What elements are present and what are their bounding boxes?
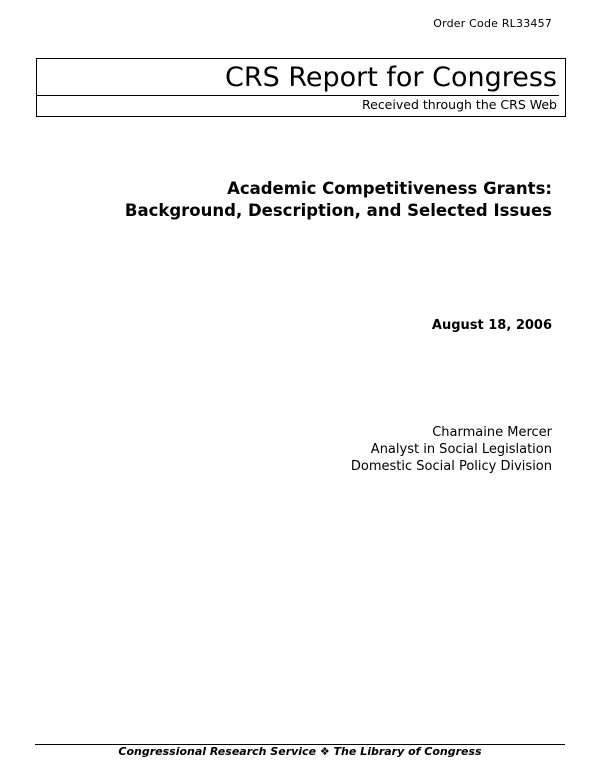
report-title-line2: Background, Description, and Selected Issues (124, 201, 552, 220)
order-code: Order Code RL33457 (433, 17, 552, 30)
header-divider (37, 95, 559, 96)
author-block (351, 424, 552, 475)
header-title: CRS Report for Congress (224, 62, 557, 93)
author-name: Charmaine Mercer (432, 425, 552, 440)
report-title (125, 178, 552, 222)
header-subtitle: Received through the CRS Web (362, 97, 557, 112)
footer-text: Congressional Research Service ❖ The Library of Congress (118, 745, 482, 758)
author-division: Domestic Social Policy Division (350, 459, 552, 474)
report-header-box (36, 58, 566, 117)
report-title-line1: Academic Competitiveness Grants: (227, 179, 552, 198)
report-date: August 18, 2006 (431, 318, 552, 333)
author-role: Analyst in Social Legislation (370, 442, 552, 457)
